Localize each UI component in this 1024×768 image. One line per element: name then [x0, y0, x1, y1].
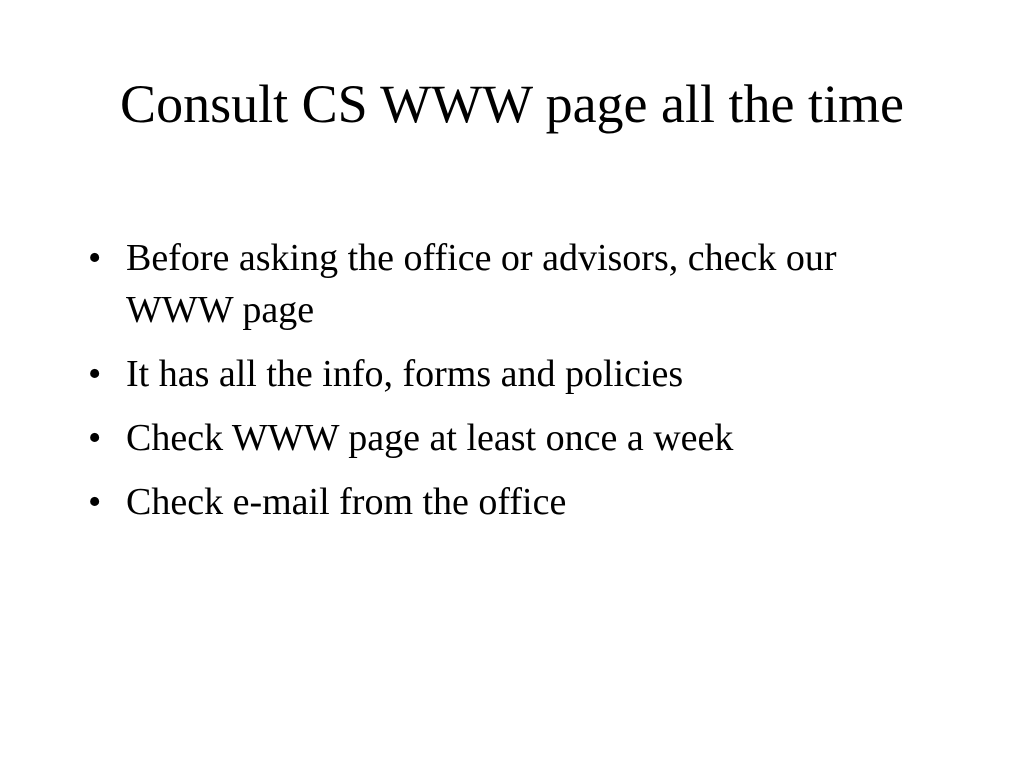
bullet-item — [88, 348, 938, 400]
bullet-marker: • — [88, 353, 102, 395]
bullet-text: Check e-mail from the office — [126, 481, 567, 523]
bullet-marker: • — [88, 417, 102, 459]
bullet-item — [88, 412, 938, 464]
bullet-list — [88, 232, 938, 540]
bullet-marker: • — [88, 481, 102, 523]
bullet-item — [88, 232, 938, 336]
bullet-item — [88, 476, 938, 528]
slide-title: Consult CS WWW page all the time — [120, 74, 904, 134]
bullet-text: Check WWW page at least once a week — [126, 417, 734, 459]
bullet-marker: • — [88, 237, 102, 279]
bullet-text: Before asking the office or advisors, check our WWW page — [126, 237, 837, 331]
bullet-text: It has all the info, forms and policies — [126, 353, 684, 395]
